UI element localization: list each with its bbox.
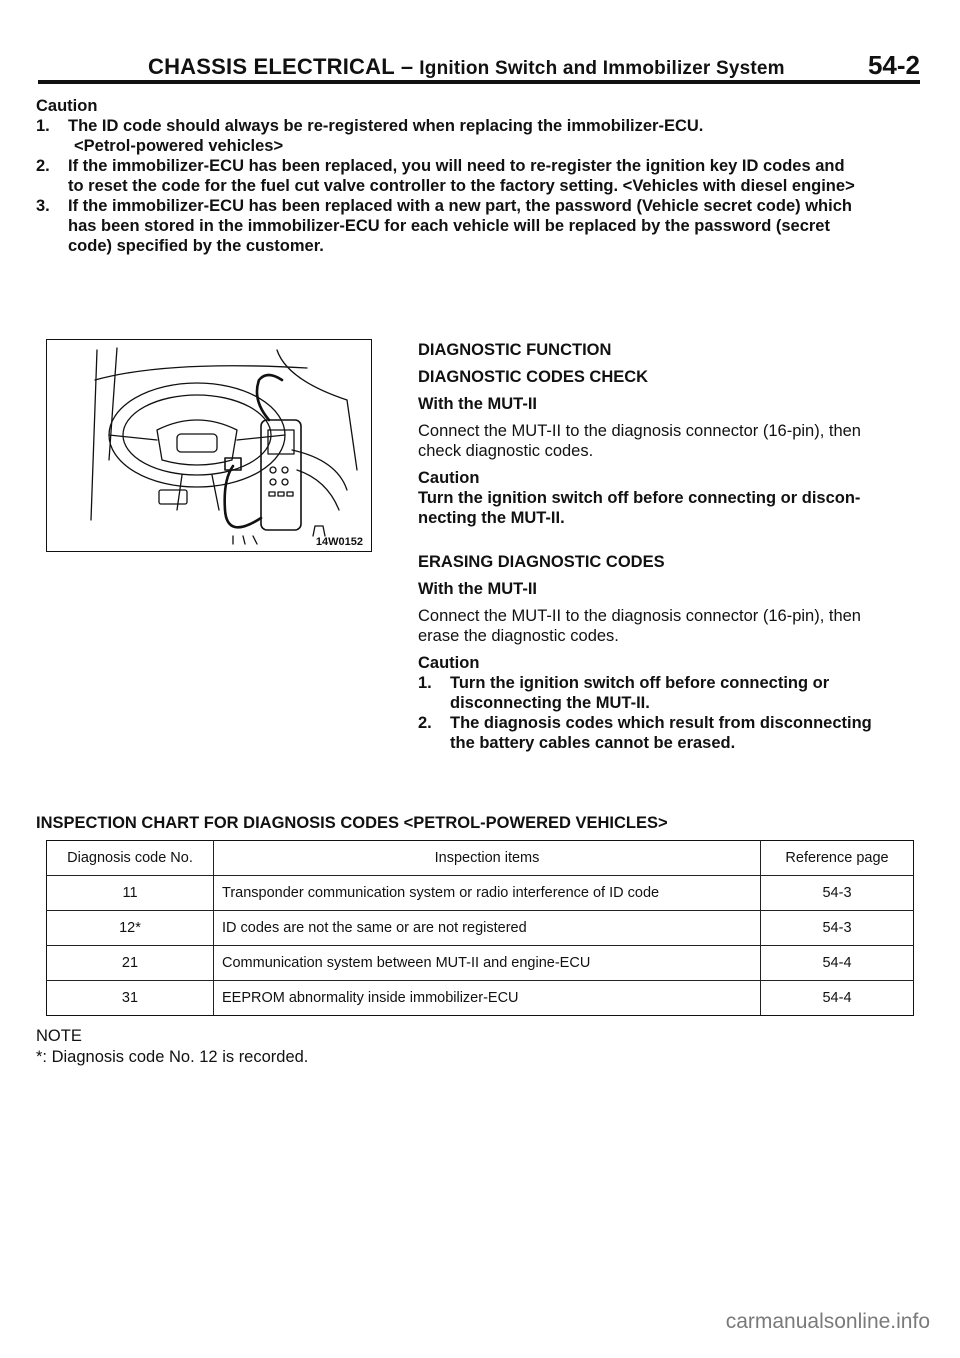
with-mut-label: With the MUT-II xyxy=(418,395,537,413)
column-header: Reference page xyxy=(761,841,914,876)
header-rule xyxy=(38,80,920,84)
caution-heading: Caution xyxy=(36,97,98,115)
erase-caution-line: Turn the ignition switch off before connecting or xyxy=(450,674,830,692)
item-number: 2. xyxy=(36,157,50,175)
erase-caution-item-2 xyxy=(418,713,918,753)
figure-code: 14W0152 xyxy=(315,536,363,548)
reference-page-cell: 54-4 xyxy=(761,946,914,981)
inspection-item-cell: Communication system between MUT-II and engine-ECU xyxy=(214,946,761,981)
reference-page-cell: 54-4 xyxy=(761,981,914,1016)
note-block xyxy=(36,1026,308,1068)
note-text: *: Diagnosis code No. 12 is recorded. xyxy=(36,1048,309,1066)
table-header-row xyxy=(47,841,914,876)
check-instruction-line: check diagnostic codes. xyxy=(418,442,594,460)
caution-item-line: to reset the code for the fuel cut valve controller to the factory setting. <Vehicles with diesel engine> xyxy=(68,177,855,195)
page-number: 54-2 xyxy=(867,50,920,80)
diagnosis-code-cell: 11 xyxy=(47,876,214,911)
item-number: 2. xyxy=(418,714,432,732)
check-caution-line: necting the MUT-II. xyxy=(418,509,565,527)
table-row xyxy=(47,911,914,946)
erase-instruction-line: erase the diagnostic codes. xyxy=(418,627,619,645)
section-subtitle: Ignition Switch and Immobilizer System xyxy=(419,58,785,79)
erase-caution-line: The diagnosis codes which result from disconnecting xyxy=(450,714,872,732)
section-name: CHASSIS ELECTRICAL xyxy=(148,54,395,79)
check-instruction-line: Connect the MUT-II to the diagnosis connector (16-pin), then xyxy=(418,422,861,440)
caution-item-line: has been stored in the immobilizer-ECU for each vehicle will be replaced by the password (secret xyxy=(68,217,830,235)
caution-item-line: If the immobilizer-ECU has been replaced, you will need to re-register the ignition key ID codes and xyxy=(68,157,845,175)
erase-caution-item-1 xyxy=(418,673,918,713)
column-header: Diagnosis code No. xyxy=(47,841,214,876)
erase-caution-line: disconnecting the MUT-II. xyxy=(450,694,650,712)
erasing-codes-heading: ERASING DIAGNOSTIC CODES xyxy=(418,553,665,571)
mut-ii-connection-illustration xyxy=(47,340,371,551)
erase-caution-heading: Caution xyxy=(418,654,480,672)
reference-page-cell: 54-3 xyxy=(761,911,914,946)
caution-item-1 xyxy=(36,116,920,136)
petrol-label: <Petrol-powered vehicles> xyxy=(74,137,284,155)
inspection-item-cell: ID codes are not the same or are not registered xyxy=(214,911,761,946)
caution-item-text: The ID code should always be re-registered when replacing the immobilizer-ECU. xyxy=(68,117,704,135)
diagnosis-code-cell: 21 xyxy=(47,946,214,981)
inspection-chart-title: INSPECTION CHART FOR DIAGNOSIS CODES <PETROL-POWERED VEHICLES> xyxy=(36,814,668,832)
note-heading: NOTE xyxy=(36,1027,82,1045)
diagnostic-section xyxy=(418,340,918,753)
page-header xyxy=(38,48,920,84)
item-number: 3. xyxy=(36,197,50,215)
item-number: 1. xyxy=(418,674,432,692)
diagnosis-code-cell: 31 xyxy=(47,981,214,1016)
table-row xyxy=(47,981,914,1016)
diagnostic-codes-check-heading: DIAGNOSTIC CODES CHECK xyxy=(418,368,649,386)
watermark-link[interactable]: carmanualsonline.info xyxy=(725,1310,930,1333)
diagnostic-function-heading: DIAGNOSTIC FUNCTION xyxy=(418,341,612,359)
erase-instruction-line: Connect the MUT-II to the diagnosis connector (16-pin), then xyxy=(418,607,861,625)
figure-mut-connection xyxy=(46,339,372,552)
column-header: Inspection items xyxy=(214,841,761,876)
caution-item-line: code) specified by the customer. xyxy=(68,237,324,255)
table-row xyxy=(47,946,914,981)
table-row xyxy=(47,876,914,911)
inspection-table xyxy=(46,840,914,1016)
item-number: 1. xyxy=(36,117,50,135)
caution-item-3 xyxy=(36,196,920,256)
erase-caution-line: the battery cables cannot be erased. xyxy=(450,734,736,752)
header-dash: – xyxy=(400,54,414,79)
inspection-item-cell: Transponder communication system or radio interference of ID code xyxy=(214,876,761,911)
reference-page-cell: 54-3 xyxy=(761,876,914,911)
inspection-item-cell: EEPROM abnormality inside immobilizer-ECU xyxy=(214,981,761,1016)
caution-item-line: If the immobilizer-ECU has been replaced with a new part, the password (Vehicle secret code) which xyxy=(68,197,852,215)
erase-with-mut-label: With the MUT-II xyxy=(418,580,537,598)
caution-item-2 xyxy=(36,156,920,196)
header-title xyxy=(148,54,785,80)
check-caution-line: Turn the ignition switch off before connecting or discon- xyxy=(418,489,861,507)
top-caution-block xyxy=(36,96,920,256)
diagnosis-code-cell: 12* xyxy=(47,911,214,946)
check-caution-heading: Caution xyxy=(418,469,480,487)
